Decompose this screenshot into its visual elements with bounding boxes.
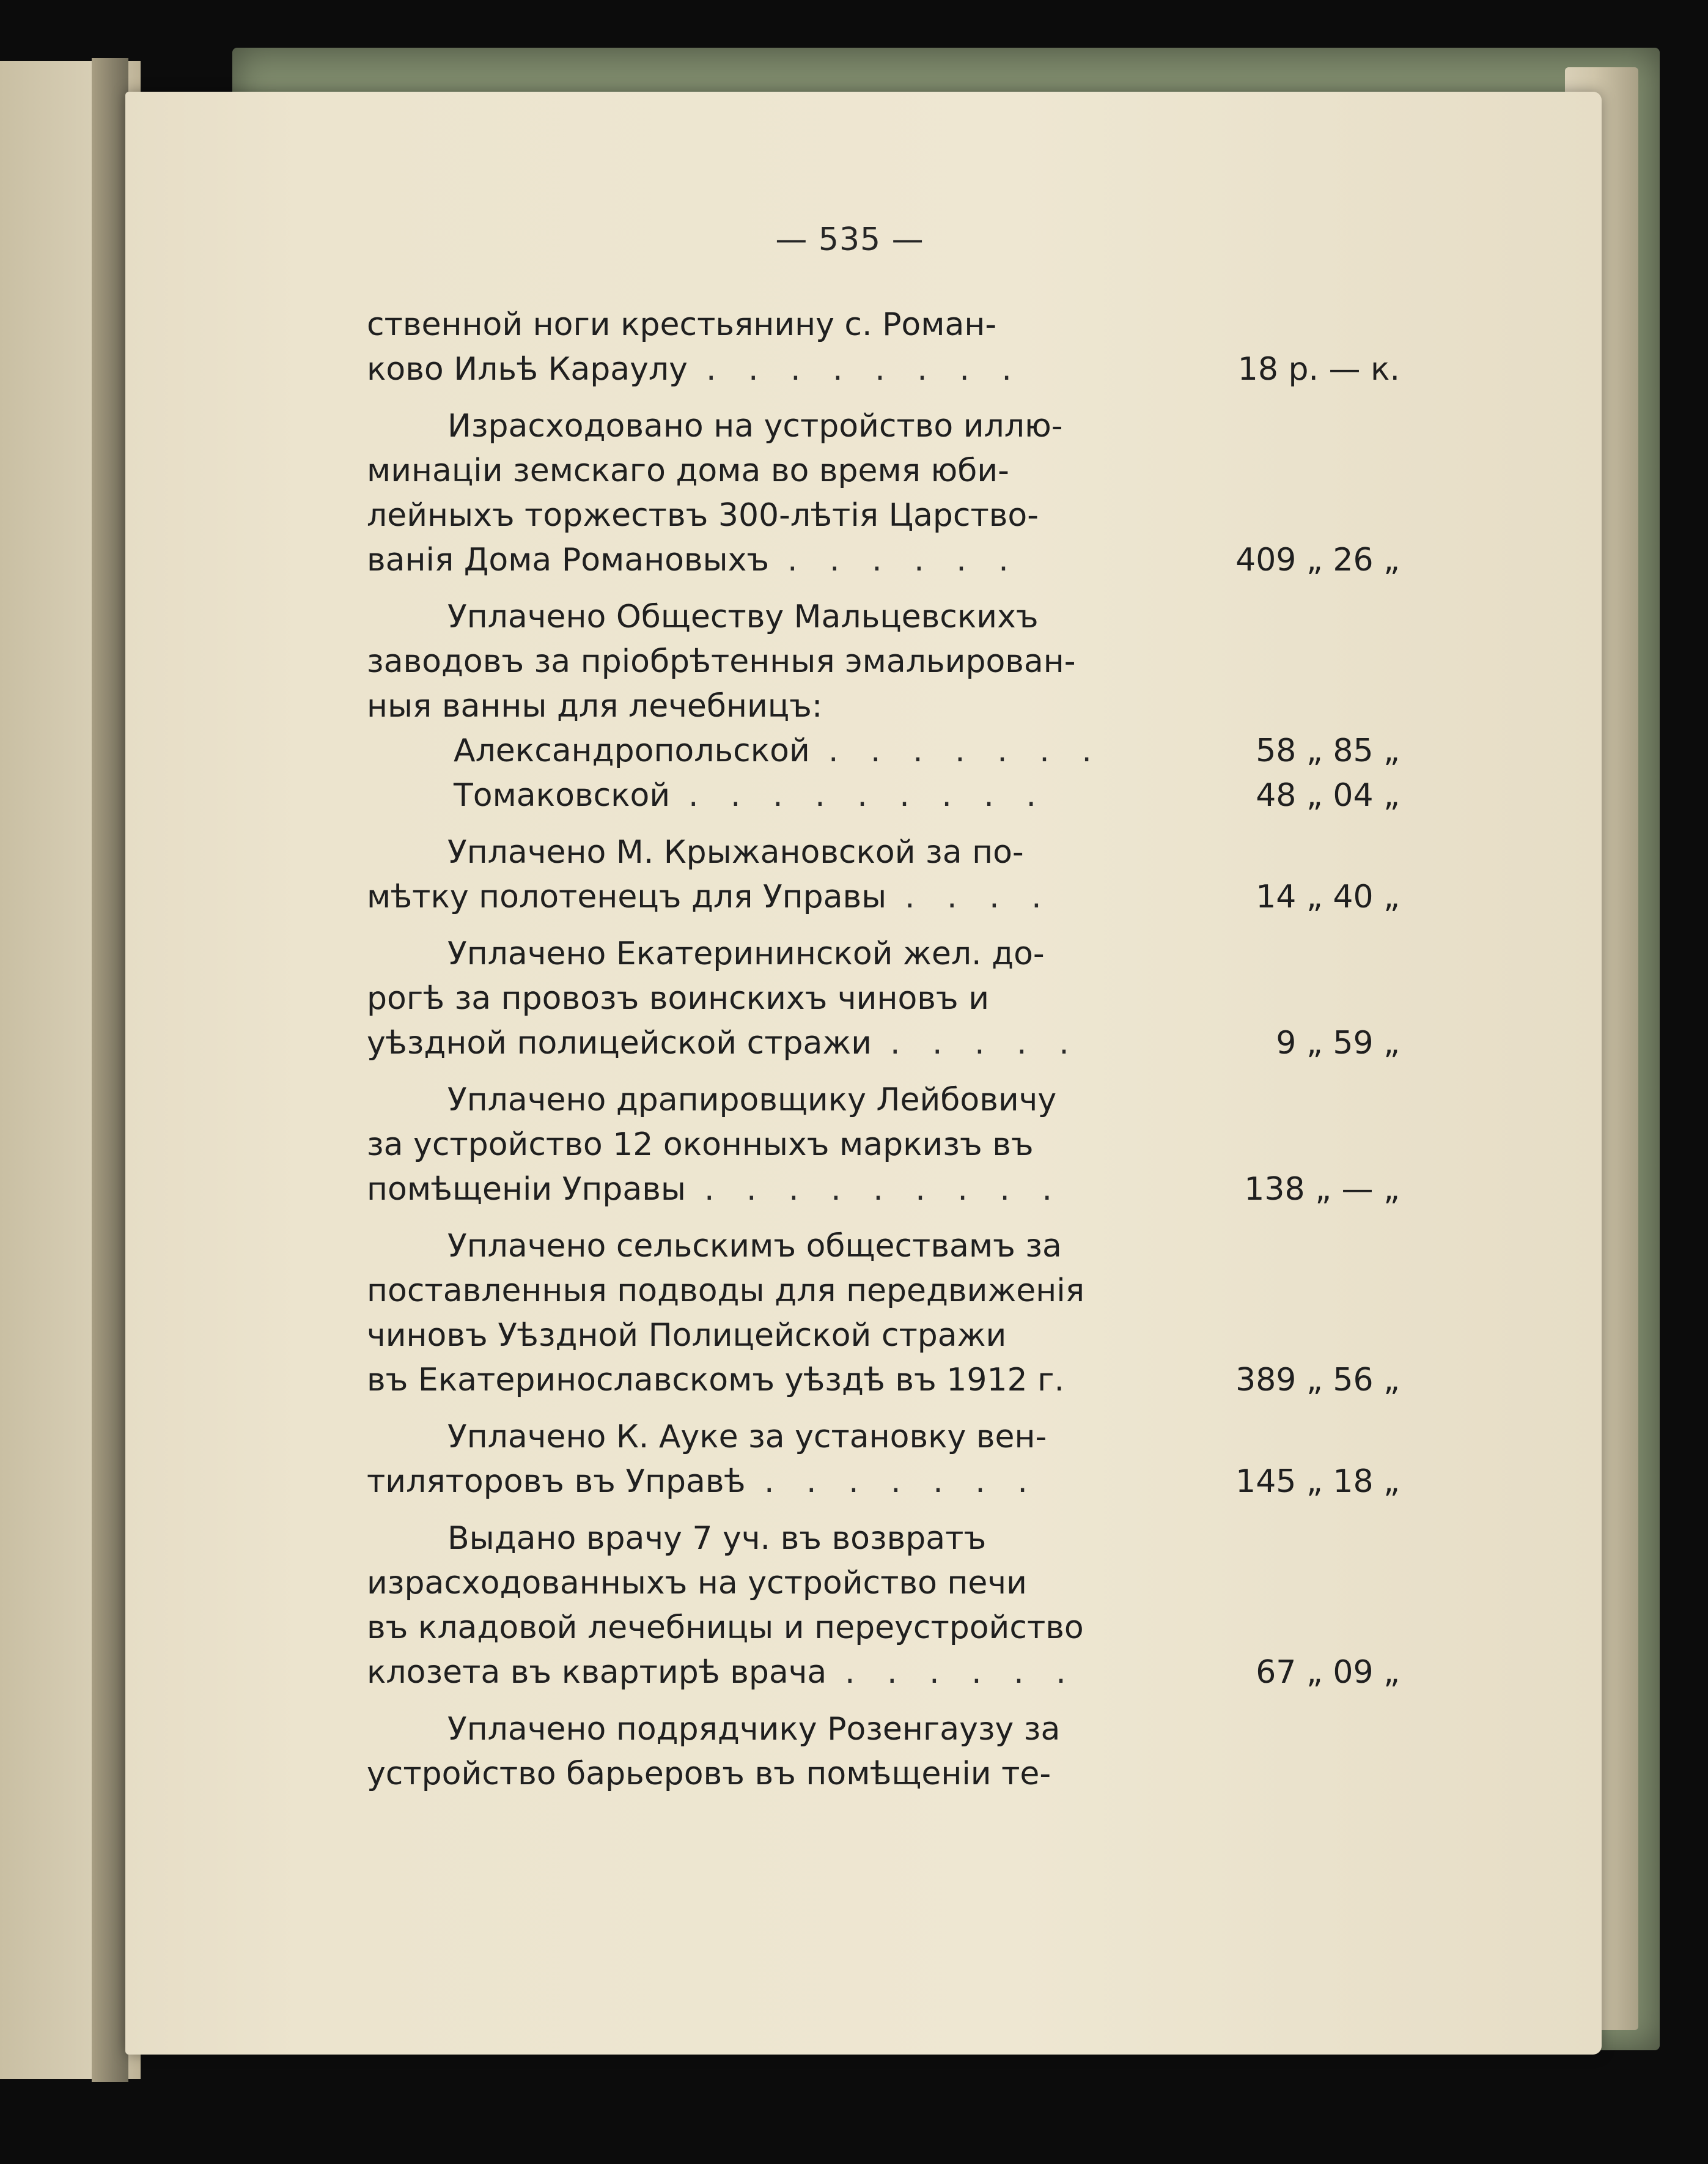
text-line [367, 1752, 1400, 1797]
paragraph-gap [367, 1504, 1400, 1516]
text-line [367, 1123, 1400, 1167]
text-line [367, 729, 1400, 774]
paragraph-gap [367, 1695, 1400, 1707]
amount: 9 „ 59 „ [1276, 1025, 1400, 1062]
leader-dots: . . . . . . . . . [704, 1171, 1063, 1208]
text-line [367, 1021, 1400, 1066]
line-text: Уплачено Екатерининской жел. до- [447, 936, 1045, 972]
text-line [367, 538, 1400, 583]
text-line [367, 1707, 1400, 1752]
book-gutter [92, 58, 128, 2082]
text-line [367, 449, 1400, 493]
text-line [367, 977, 1400, 1021]
amount: 67 „ 09 „ [1256, 1654, 1400, 1691]
text-line [367, 1224, 1400, 1269]
line-text: ныя ванны для лечебницъ: [367, 688, 823, 725]
line-text: ственной ноги крестьянину с. Роман- [367, 306, 997, 343]
line-text: израсходованныхъ на устройство печи [367, 1565, 1027, 1601]
leader-dots: . . . . . . [787, 542, 1020, 578]
line-text: лейныхъ торжествъ 300-лѣтія Царство- [367, 497, 1039, 534]
line-text: ванія Дома Романовыхъ [367, 542, 770, 578]
amount: 389 „ 56 „ [1235, 1362, 1400, 1398]
amount: 145 „ 18 „ [1235, 1463, 1400, 1500]
leader-dots: . . . . [905, 879, 1053, 915]
text-line [367, 640, 1400, 684]
paragraph-gap [367, 920, 1400, 932]
line-text: за устройство 12 оконныхъ маркизъ въ [367, 1126, 1034, 1163]
paragraph-gap [367, 1212, 1400, 1224]
line-text: Уплачено К. Ауке за установку вен- [447, 1419, 1047, 1455]
line-text: клозета въ квартирѣ врача [367, 1654, 827, 1691]
text-line [367, 1358, 1400, 1403]
text-line [367, 347, 1400, 392]
text-line [367, 1078, 1400, 1123]
leader-dots: . . . . . . . [828, 733, 1103, 769]
amount: 138 „ — „ [1244, 1171, 1400, 1208]
text-line [367, 1561, 1400, 1606]
text-line [367, 1460, 1400, 1504]
text-column [367, 303, 1400, 1797]
amount: 18 р. — к. [1237, 351, 1400, 388]
line-text: чиновъ Уѣздной Полицейской стражи [367, 1317, 1007, 1354]
text-line [367, 1415, 1400, 1460]
line-text: Уплачено подрядчику Розенгаузу за [447, 1711, 1061, 1748]
amount: 58 „ 85 „ [1256, 733, 1400, 769]
line-text: минаціи земскаго дома во время юби- [367, 452, 1009, 489]
paragraph-gap [367, 818, 1400, 830]
text-line [367, 875, 1400, 920]
amount: 48 „ 04 „ [1256, 777, 1400, 814]
line-text: помѣщеніи Управы [367, 1171, 686, 1208]
line-text: заводовъ за пріобрѣтенныя эмальирован- [367, 643, 1076, 680]
line-text: уѣздной полицейской стражи [367, 1025, 872, 1062]
text-line [367, 595, 1400, 640]
line-text: устройство барьеровъ въ помѣщеніи те- [367, 1756, 1051, 1792]
text-line [367, 1516, 1400, 1561]
text-line [367, 684, 1400, 729]
line-text: рогѣ за провозъ воинскихъ чиновъ и [367, 980, 989, 1017]
line-text: тиляторовъ въ Управѣ [367, 1463, 746, 1500]
text-line [367, 1167, 1400, 1212]
line-text: Уплачено сельскимъ обществамъ за [447, 1228, 1062, 1265]
line-text: Уплачено М. Крыжановской за по- [447, 834, 1024, 871]
text-line [367, 1650, 1400, 1695]
line-text: Выдано врачу 7 уч. въ возвратъ [447, 1520, 987, 1557]
line-text: мѣтку полотенецъ для Управы [367, 879, 887, 915]
page-number: — 535 — [775, 221, 924, 258]
leader-dots: . . . . . . . [764, 1463, 1039, 1500]
leader-dots: . . . . . . [845, 1654, 1077, 1691]
line-text: Томаковской [454, 777, 671, 814]
paragraph-gap [367, 392, 1400, 404]
paragraph-gap [367, 583, 1400, 595]
line-text: Уплачено Обществу Мальцевскихъ [447, 599, 1039, 635]
text-line [367, 774, 1400, 818]
text-line [367, 1606, 1400, 1650]
text-line [367, 1313, 1400, 1358]
line-text: Израсходовано на устройство иллю- [447, 408, 1063, 445]
text-line [367, 830, 1400, 875]
leader-dots: . . . . . . . . . [688, 777, 1047, 814]
line-text: ково Ильѣ Караулу [367, 351, 688, 388]
text-line [367, 493, 1400, 538]
text-line [367, 303, 1400, 347]
leader-dots: . . . . . [890, 1025, 1080, 1062]
amount: 14 „ 40 „ [1256, 879, 1400, 915]
text-line [367, 932, 1400, 977]
text-line [367, 404, 1400, 449]
line-text: Уплачено драпировщику Лейбовичу [447, 1082, 1057, 1118]
text-line [367, 1269, 1400, 1313]
line-text: въ кладовой лечебницы и переустройство [367, 1609, 1084, 1646]
amount: 409 „ 26 „ [1235, 542, 1400, 578]
paragraph-gap [367, 1066, 1400, 1078]
line-text: въ Екатеринославскомъ уѣздѣ въ 1912 г. [367, 1362, 1065, 1398]
paragraph-gap [367, 1403, 1400, 1415]
line-text: Александропольской [454, 733, 810, 769]
line-text: поставленныя подводы для передвиженія [367, 1272, 1085, 1309]
leader-dots: . . . . . . . . [706, 351, 1023, 388]
